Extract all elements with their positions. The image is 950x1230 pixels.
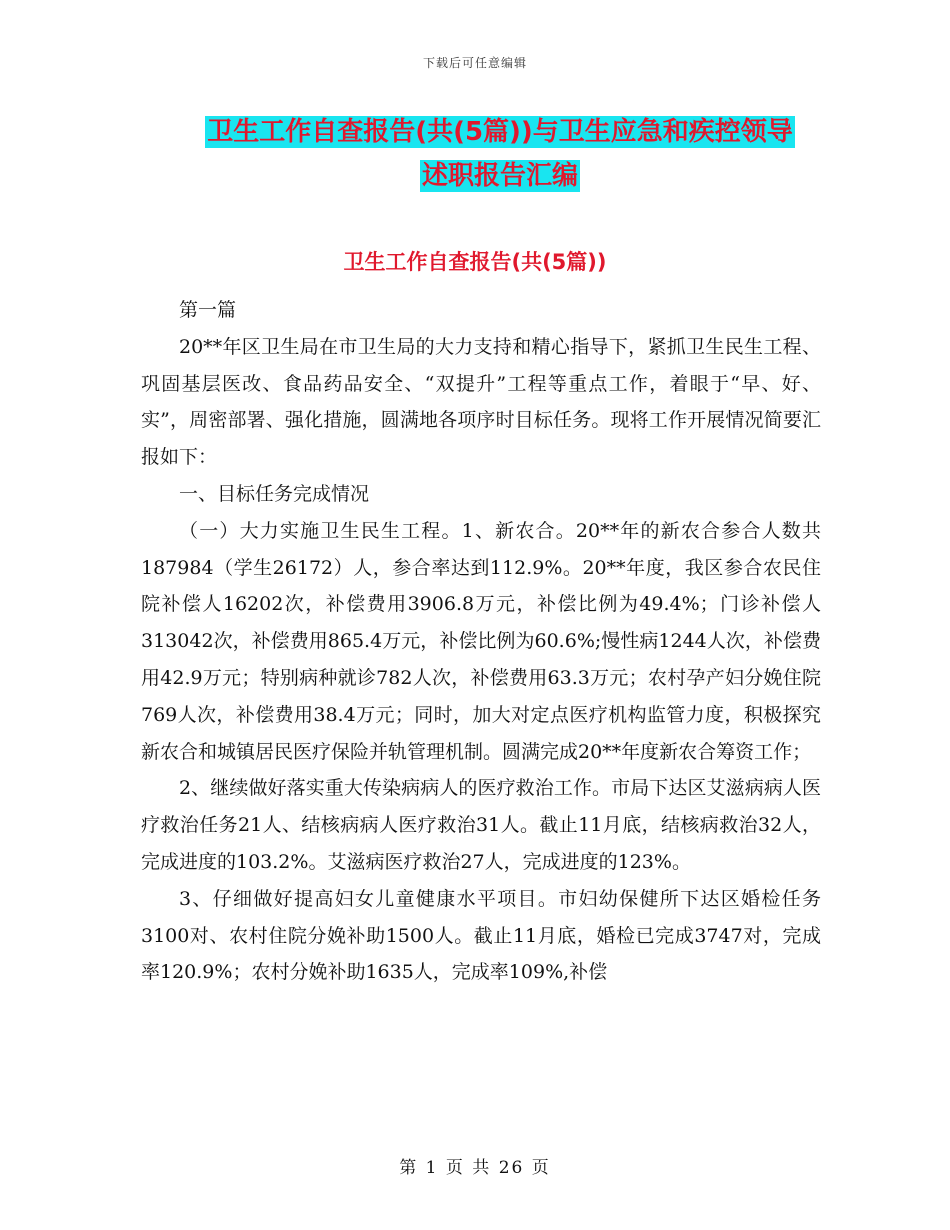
paragraph-heading-targets: 一、目标任务完成情况 bbox=[179, 482, 370, 505]
paragraph-women-children: 3、仔细做好提高妇女儿童健康水平项目。市妇幼保健所下达区婚检任务3100对、农村住院分娩补助1500人。截止11月底，婚检已完成3747对，完成率120.9%；农村分娩补助1635人，完成率109%,补偿 bbox=[141, 887, 821, 984]
page-footer: 第 1 页 共 26 页 bbox=[399, 1158, 551, 1178]
paragraph-intro: 20**年区卫生局在市卫生局的大力支持和精心指导下，紧抓卫生民生工程、巩固基层医改、食品药品安全、“双提升”工程等重点工作，着眼于“早、好、实”，周密部署、强化措施，圆满地各项序时目标任务。现将工作开展情况简要汇报如下： bbox=[141, 335, 821, 469]
header-note: 下载后可任意编辑 bbox=[422, 56, 527, 70]
document-body bbox=[141, 292, 821, 991]
document-title bbox=[120, 110, 880, 198]
paragraph-part-heading: 第一篇 bbox=[179, 299, 237, 321]
document-title-line-1: 卫生工作自查报告(共(5篇))与卫生应急和疾控领导 bbox=[207, 117, 793, 147]
paragraph-rural-cooperative: （一）大力实施卫生民生工程。1、新农合。20**年的新农合参合人数共187984（学生26172）人，参合率达到112.9%。20**年度，我区参合农民住院补偿人16202次，补偿费用3906.8万元，补偿比例为49.4%；门诊补偿人313042次，补偿费用865.4万元，补偿比例为60.6%;慢性病1244人次，补偿费用42.9万元；特别病种就诊782人次，补偿费用63.3万元；农村孕产妇分娩住院769人次，补偿费用38.4万元；同时，加大对定点医疗机构监管力度，积极探究新农合和城镇居民医疗保险并轨管理机制。圆满完成20**年度新农合筹资工作； bbox=[141, 519, 821, 763]
paragraph-infectious-disease: 2、继续做好落实重大传染病病人的医疗救治工作。市局下达区艾滋病病人医疗救治任务21人、结核病病人医疗救治31人。截止11月底，结核病救治32人，完成进度的103.2%。艾滋病医疗救治27人，完成进度的123%。 bbox=[141, 777, 821, 873]
document-title-line-2: 述职报告汇编 bbox=[421, 161, 578, 191]
section-title: 卫生工作自查报告(共(5篇)) bbox=[343, 250, 607, 274]
